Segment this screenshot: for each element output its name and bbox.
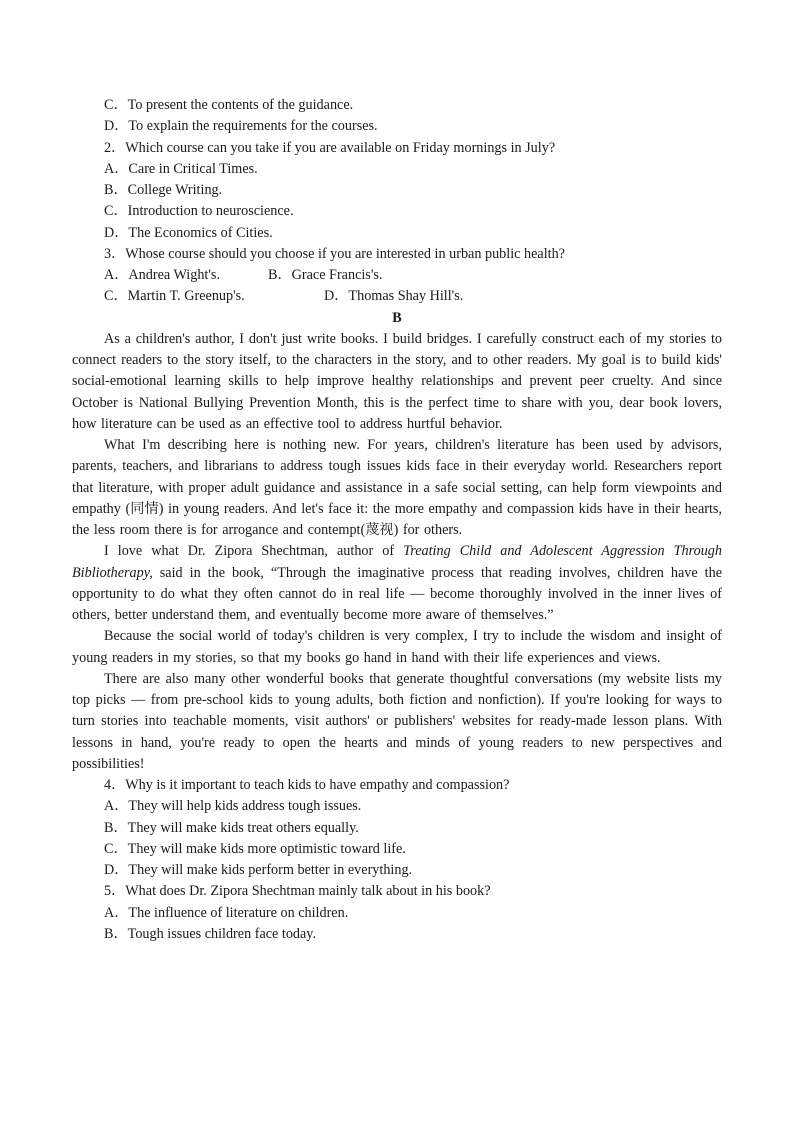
passage-paragraph-2: What I'm describing here is nothing new. For years, children's literature has been used by advisors, parents, teachers, and librarians to address tough issues kids face in their everyday world. Researchers report that literature, with proper adult guidance and assistance in a safe social setting, can help form viewpoints and empathy (同情) in young readers. And let's face it: the more empathy and compassion kids have in their hearts, the less room there is for arrogance and contempt(蔑视) for others.	[72, 437, 722, 538]
passage-paragraph-4: Because the social world of today's children is very complex, I try to include the wisdom and insight of young readers in my stories, so that my books go hand in hand with their life experiences and views.	[72, 628, 722, 666]
question-3-option-d: D．Thomas Shay Hill's.	[324, 288, 464, 305]
book-title: Treating Child and Adolescent Aggression Through Bibliotherapy,	[72, 543, 722, 581]
question-2-option-a: A．Care in Critical Times.	[104, 160, 258, 177]
passage-paragraph-1: As a children's author, I don't just write books. I build bridges. I carefully construct each of my stories to connect readers to the story itself, to the characters in the story, and to other readers. My goal is to build kids' social-emotional learning skills to help improve healthy relationships and prevent peer cruelty. And since October is National Bullying Prevention Month, this is the perfect time to share with you, dear book lovers, how literature can be used as an effective tool to address hurtful behavior.	[72, 330, 722, 432]
question-3-options-row-1	[72, 265, 722, 286]
question-3-stem: 3．Whose course should you choose if you are interested in urban public health?	[104, 245, 565, 262]
question-5-option-b: B．Tough issues children face today.	[104, 925, 317, 942]
passage-paragraph-3-intro: I love what Dr. Zipora Shechtman, author of	[104, 543, 404, 560]
question-2-stem: 2．Which course can you take if you are available on Friday mornings in July?	[104, 139, 556, 156]
question-3-option-a: A．Andrea Wight's.	[104, 267, 220, 283]
document-page	[72, 95, 722, 945]
question-3-options-row-2	[72, 286, 722, 307]
question-4-option-c: C．They will make kids more optimistic toward life.	[104, 840, 406, 857]
passage-paragraph-3	[72, 541, 722, 626]
question-5-stem: 5．What does Dr. Zipora Shechtman mainly talk about in his book?	[104, 883, 491, 900]
question-2-option-b: B．College Writing.	[104, 182, 223, 198]
passage-paragraph-3-quote: said in the book, “Through the imaginative process that reading involves, children have the opportunity to do what they often cannot do in real life — become thoroughly involved in the inner lives of others, better understand them, and eventually become more aware of themselves.”	[72, 564, 722, 623]
question-2-option-d: D．The Economics of Cities.	[104, 224, 273, 241]
section-heading: B	[392, 309, 402, 326]
question-4-option-b: B．They will make kids treat others equally.	[104, 819, 359, 836]
question-3-option-b: B．Grace Francis's.	[268, 267, 383, 283]
question-5-option-a: A．The influence of literature on children.	[104, 904, 349, 921]
option-c: C．To present the contents of the guidance.	[104, 97, 354, 113]
question-4-stem: 4．Why is it important to teach kids to have empathy and compassion?	[104, 777, 510, 793]
passage-paragraph-5: There are also many other wonderful books that generate thoughtful conversations (my website lists my top picks — from pre-school kids to young adults, both fiction and nonfiction). If you're looking for ways to turn stories into teachable moments, visit authors' or publishers' websites for ready-made lesson plans. With lessons in hand, you're ready to open the hearts and minds of young readers to new perspectives and possibilities!	[72, 670, 722, 772]
question-3-option-c: C．Martin T. Greenup's.	[104, 288, 245, 305]
question-4-option-a: A．They will help kids address tough issues.	[104, 798, 362, 815]
option-d: D．To explain the requirements for the courses.	[104, 118, 378, 135]
question-4-option-d: D．They will make kids perform better in everything.	[104, 862, 413, 878]
question-2-option-c: C．Introduction to neuroscience.	[104, 203, 294, 220]
